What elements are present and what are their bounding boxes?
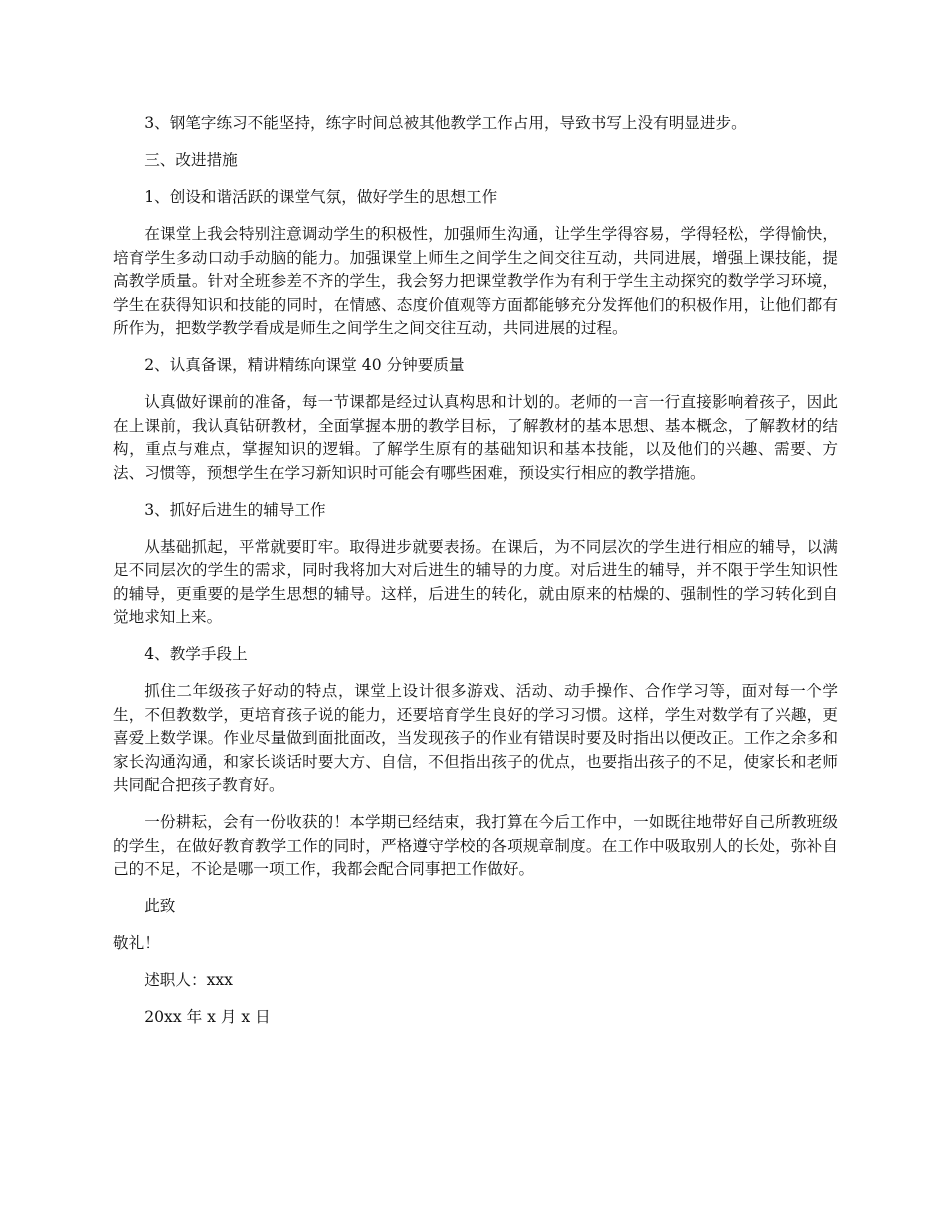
- document-page: [113, 112, 838, 1043]
- section-heading-improvements: 三、改进措施: [144, 151, 238, 169]
- subheading-measure-4: 4、教学手段上: [144, 645, 248, 663]
- paragraph-measure-3-body: 从基础抓起，平常就要盯牢。取得进步就要表扬。在课后，为不同层次的学生进行相应的辅导，以满足不同层次的学生的需求，同时我将加大对后进生的辅导的力度。对后进生的辅导，并不限于学生知识性的辅导，更重要的是学生思想的辅导。这样，后进生的转化，就由原来的枯燥的、强制性的学习转化到自觉地求知上来。: [113, 537, 838, 626]
- paragraph-measure-1-body: 在课堂上我会特别注意调动学生的积极性，加强师生沟通，让学生学得容易，学得轻松，学得愉快，培育学生多动口动手动脑的能力。加强课堂上师生之间学生之间交往互动，共同进展，增强上课技能，提高教学质量。针对全班参差不齐的学生，我会努力把课堂教学作为有利于学生主动探究的数学学习环境，学生在获得知识和技能的同时，在情感、态度价值观等方面都能够充分发挥他们的积极作用，让他们都有所作为，把数学教学看成是师生之间学生之间交往互动，共同进展的过程。: [113, 225, 838, 337]
- subheading-measure-1: 1、创设和谐活跃的课堂气氛，做好学生的思想工作: [144, 188, 498, 206]
- paragraph-measure-4-body: 抓住二年级孩子好动的特点，课堂上设计很多游戏、活动、动手操作、合作学习等，面对每一个学生，不但教数学，更培育孩子说的能力，还要培育学生良好的学习习惯。这样，学生对数学有了兴趣，更喜爱上数学课。作业尽量做到面批面改，当发现孩子的作业有错误时要及时指出以便改正。工作之余多和家长沟通沟通，和家长谈话时要大方、自信，不但指出孩子的优点，也要指出孩子的不足，使家长和老师共同配合把孩子教育好。: [113, 682, 838, 794]
- paragraph-measure-2-body: 认真做好课前的准备，每一节课都是经过认真构思和计划的。老师的一言一行直接影响着孩子，因此在上课前，我认真钻研教材，全面掌握本册的教学目标，了解教材的基本思想、基本概念，了解教材的结构，重点与难点，掌握知识的逻辑。了解学生原有的基础知识和基本技能，以及他们的兴趣、需要、方法、习惯等，预想学生在学习新知识时可能会有哪些困难，预设实行相应的教学措施。: [113, 393, 838, 482]
- date-line: 20xx 年 x 月 x 日: [144, 1008, 271, 1026]
- paragraph-problem-3: 3、钢笔字练习不能坚持，练字时间总被其他教学工作占用，导致书写上没有明显进步。: [144, 114, 747, 132]
- subheading-measure-3: 3、抓好后进生的辅导工作: [144, 500, 326, 519]
- closing-regards: 敬礼！: [113, 934, 160, 952]
- signature-line: 述职人：xxx: [144, 971, 233, 989]
- subheading-measure-2: 2、认真备课，精讲精练向课堂 40 分钟要质量: [144, 356, 465, 374]
- paragraph-conclusion: 一份耕耘，会有一份收获的！本学期已经结束，我打算在今后工作中，一如既往地带好自己所教班级的学生，在做好教育教学工作的同时，严格遵守学校的各项规章制度。在工作中吸取别人的长处，弥补自己的不足，不论是哪一项工作，我都会配合同事把工作做好。: [113, 813, 838, 878]
- closing-salutation: 此致: [144, 897, 176, 915]
